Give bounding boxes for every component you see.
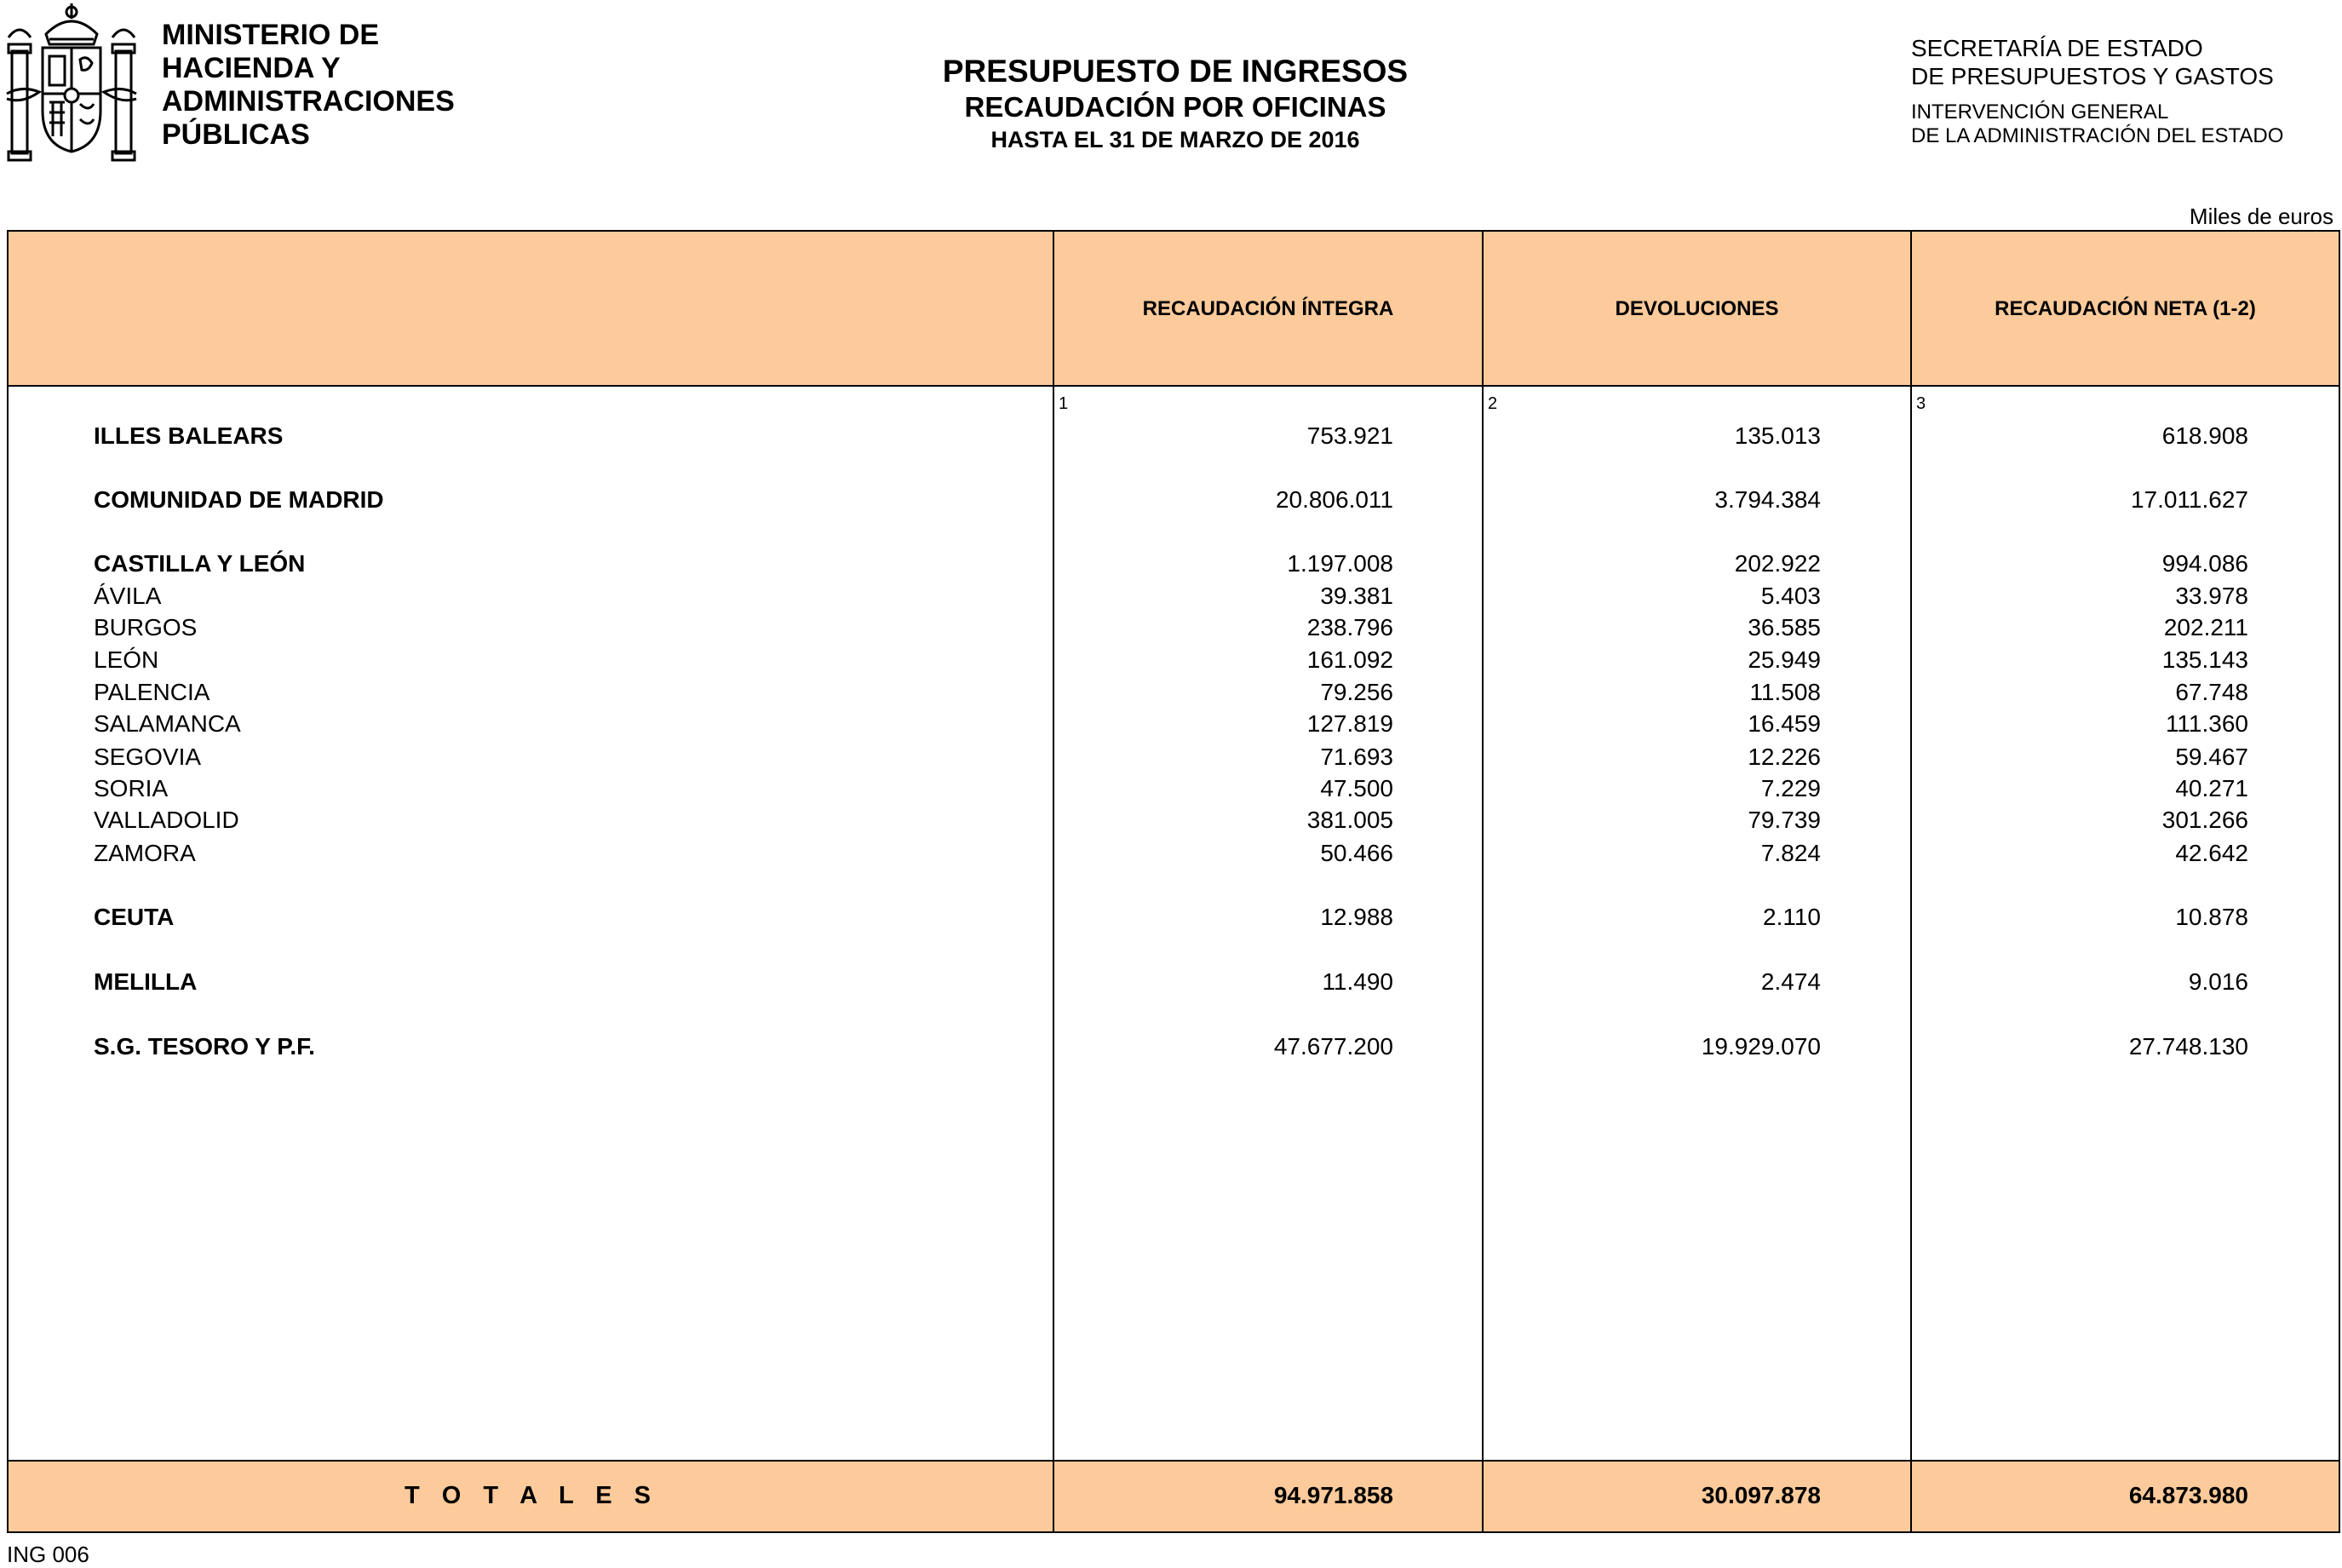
table-row bbox=[0, 678, 2342, 707]
row-label: BURGOS bbox=[94, 614, 198, 640]
row-label: SORIA bbox=[94, 775, 169, 801]
cell-devoluciones: 11.508 bbox=[1749, 679, 1821, 705]
table-row bbox=[0, 485, 2342, 514]
cell-integra: 79.256 bbox=[1320, 679, 1393, 705]
cell-devoluciones: 25.949 bbox=[1748, 646, 1821, 673]
secretaria-line: DE PRESUPUESTOS Y GASTOS bbox=[1911, 63, 2274, 89]
ministry-line: HACIENDA Y bbox=[162, 52, 341, 84]
cell-neta: 202.211 bbox=[2163, 614, 2248, 640]
intervencion-line: INTERVENCIÓN GENERAL bbox=[1911, 101, 2169, 123]
cell-integra: 11.490 bbox=[1322, 968, 1393, 995]
cell-neta: 9.016 bbox=[2188, 968, 2248, 995]
cell-neta: 10.878 bbox=[2175, 904, 2248, 930]
total-neta: 64.873.980 bbox=[2128, 1482, 2248, 1508]
cell-devoluciones: 2.474 bbox=[1760, 968, 1821, 995]
cell-integra: 71.693 bbox=[1320, 744, 1393, 770]
cell-devoluciones: 7.229 bbox=[1760, 775, 1821, 801]
cell-integra: 1.197.008 bbox=[1287, 550, 1393, 577]
cell-devoluciones: 2.110 bbox=[1763, 904, 1821, 930]
table-row bbox=[0, 903, 2342, 932]
table-row bbox=[0, 968, 2342, 997]
column-header-devoluciones: DEVOLUCIONES bbox=[1615, 297, 1779, 320]
ministry-line: PÚBLICAS bbox=[162, 118, 310, 151]
total-integra: 94.971.858 bbox=[1273, 1482, 1393, 1508]
cell-devoluciones: 5.403 bbox=[1760, 583, 1821, 609]
table-row bbox=[0, 582, 2342, 611]
table-row bbox=[0, 1032, 2342, 1061]
cell-devoluciones: 7.824 bbox=[1760, 840, 1821, 866]
row-label: SALAMANCA bbox=[94, 710, 241, 737]
total-devoluciones: 30.097.878 bbox=[1701, 1482, 1821, 1508]
ministry-line: MINISTERIO DE bbox=[162, 19, 380, 51]
row-label: ZAMORA bbox=[94, 840, 196, 866]
cell-devoluciones: 16.459 bbox=[1748, 710, 1821, 737]
table-row bbox=[0, 839, 2342, 868]
ministry-line: ADMINISTRACIONES bbox=[162, 85, 455, 118]
cell-neta: 618.908 bbox=[2161, 422, 2248, 449]
ministry-name bbox=[162, 19, 519, 152]
intervencion-line: DE LA ADMINISTRACIÓN DEL ESTADO bbox=[1911, 124, 2284, 147]
cell-devoluciones: 12.226 bbox=[1748, 744, 1821, 770]
cell-integra: 753.921 bbox=[1306, 422, 1393, 449]
row-label: ILLES BALEARS bbox=[94, 422, 284, 449]
cell-integra: 381.005 bbox=[1306, 807, 1393, 833]
cell-neta: 111.360 bbox=[2165, 710, 2248, 737]
row-label: MELILLA bbox=[94, 968, 198, 995]
cell-neta: 59.467 bbox=[2175, 744, 2248, 770]
issuing-body bbox=[1911, 34, 2337, 148]
report-titles bbox=[852, 53, 1499, 155]
totals-label: T O T A L E S bbox=[405, 1481, 658, 1509]
table-row bbox=[0, 774, 2342, 803]
cell-integra: 238.796 bbox=[1306, 614, 1393, 640]
cell-neta: 27.748.130 bbox=[2128, 1033, 2248, 1060]
row-label: SEGOVIA bbox=[94, 744, 202, 770]
report-subtitle: RECAUDACIÓN POR OFICINAS bbox=[964, 91, 1386, 123]
cell-neta: 994.086 bbox=[2161, 550, 2248, 577]
cell-integra: 127.819 bbox=[1306, 710, 1393, 737]
cell-devoluciones: 135.013 bbox=[1734, 422, 1821, 449]
column-number: 1 bbox=[1059, 394, 1069, 413]
cell-integra: 47.677.200 bbox=[1273, 1033, 1393, 1060]
table-row bbox=[0, 743, 2342, 772]
form-code: ING 006 bbox=[7, 1542, 89, 1567]
cell-neta: 301.266 bbox=[2161, 807, 2248, 833]
row-label: LEÓN bbox=[94, 646, 159, 673]
cell-integra: 39.381 bbox=[1320, 583, 1393, 609]
column-header-neta: RECAUDACIÓN NETA (1-2) bbox=[1995, 297, 2256, 320]
row-label: VALLADOLID bbox=[94, 807, 239, 833]
row-label: CASTILLA Y LEÓN bbox=[94, 550, 306, 577]
row-label: COMUNIDAD DE MADRID bbox=[94, 486, 384, 513]
report-period: HASTA EL 31 DE MARZO DE 2016 bbox=[990, 127, 1360, 152]
cell-integra: 12.988 bbox=[1320, 904, 1393, 930]
table-row bbox=[0, 806, 2342, 835]
row-label: PALENCIA bbox=[94, 679, 210, 705]
report-title: PRESUPUESTO DE INGRESOS bbox=[942, 54, 1409, 89]
column-header-integra: RECAUDACIÓN ÍNTEGRA bbox=[1142, 297, 1394, 320]
units-label: Miles de euros bbox=[2189, 204, 2333, 229]
cell-integra: 20.806.011 bbox=[1275, 486, 1393, 513]
table-row bbox=[0, 646, 2342, 675]
cell-neta: 135.143 bbox=[2161, 646, 2248, 673]
cell-devoluciones: 79.739 bbox=[1748, 807, 1821, 833]
cell-integra: 161.092 bbox=[1306, 646, 1393, 673]
cell-devoluciones: 19.929.070 bbox=[1701, 1033, 1821, 1060]
cell-neta: 17.011.627 bbox=[2130, 486, 2248, 513]
cell-devoluciones: 3.794.384 bbox=[1714, 486, 1821, 513]
table-row bbox=[0, 613, 2342, 642]
row-label: S.G. TESORO Y P.F. bbox=[94, 1033, 315, 1060]
cell-integra: 47.500 bbox=[1320, 775, 1393, 801]
column-number: 2 bbox=[1488, 394, 1498, 413]
cell-neta: 67.748 bbox=[2175, 679, 2248, 705]
row-label: ÁVILA bbox=[94, 583, 162, 609]
cell-integra: 50.466 bbox=[1320, 840, 1393, 866]
table-row bbox=[0, 549, 2342, 578]
table-row bbox=[0, 709, 2342, 738]
table-row bbox=[0, 422, 2342, 451]
coat-of-arms-icon bbox=[5, 0, 138, 164]
cell-neta: 33.978 bbox=[2175, 583, 2248, 609]
cell-devoluciones: 36.585 bbox=[1748, 614, 1821, 640]
row-label: CEUTA bbox=[94, 904, 175, 930]
secretaria-line: SECRETARÍA DE ESTADO bbox=[1911, 35, 2203, 61]
column-number: 3 bbox=[1916, 394, 1926, 413]
cell-neta: 42.642 bbox=[2175, 840, 2248, 866]
cell-neta: 40.271 bbox=[2175, 775, 2248, 801]
cell-devoluciones: 202.922 bbox=[1734, 550, 1821, 577]
